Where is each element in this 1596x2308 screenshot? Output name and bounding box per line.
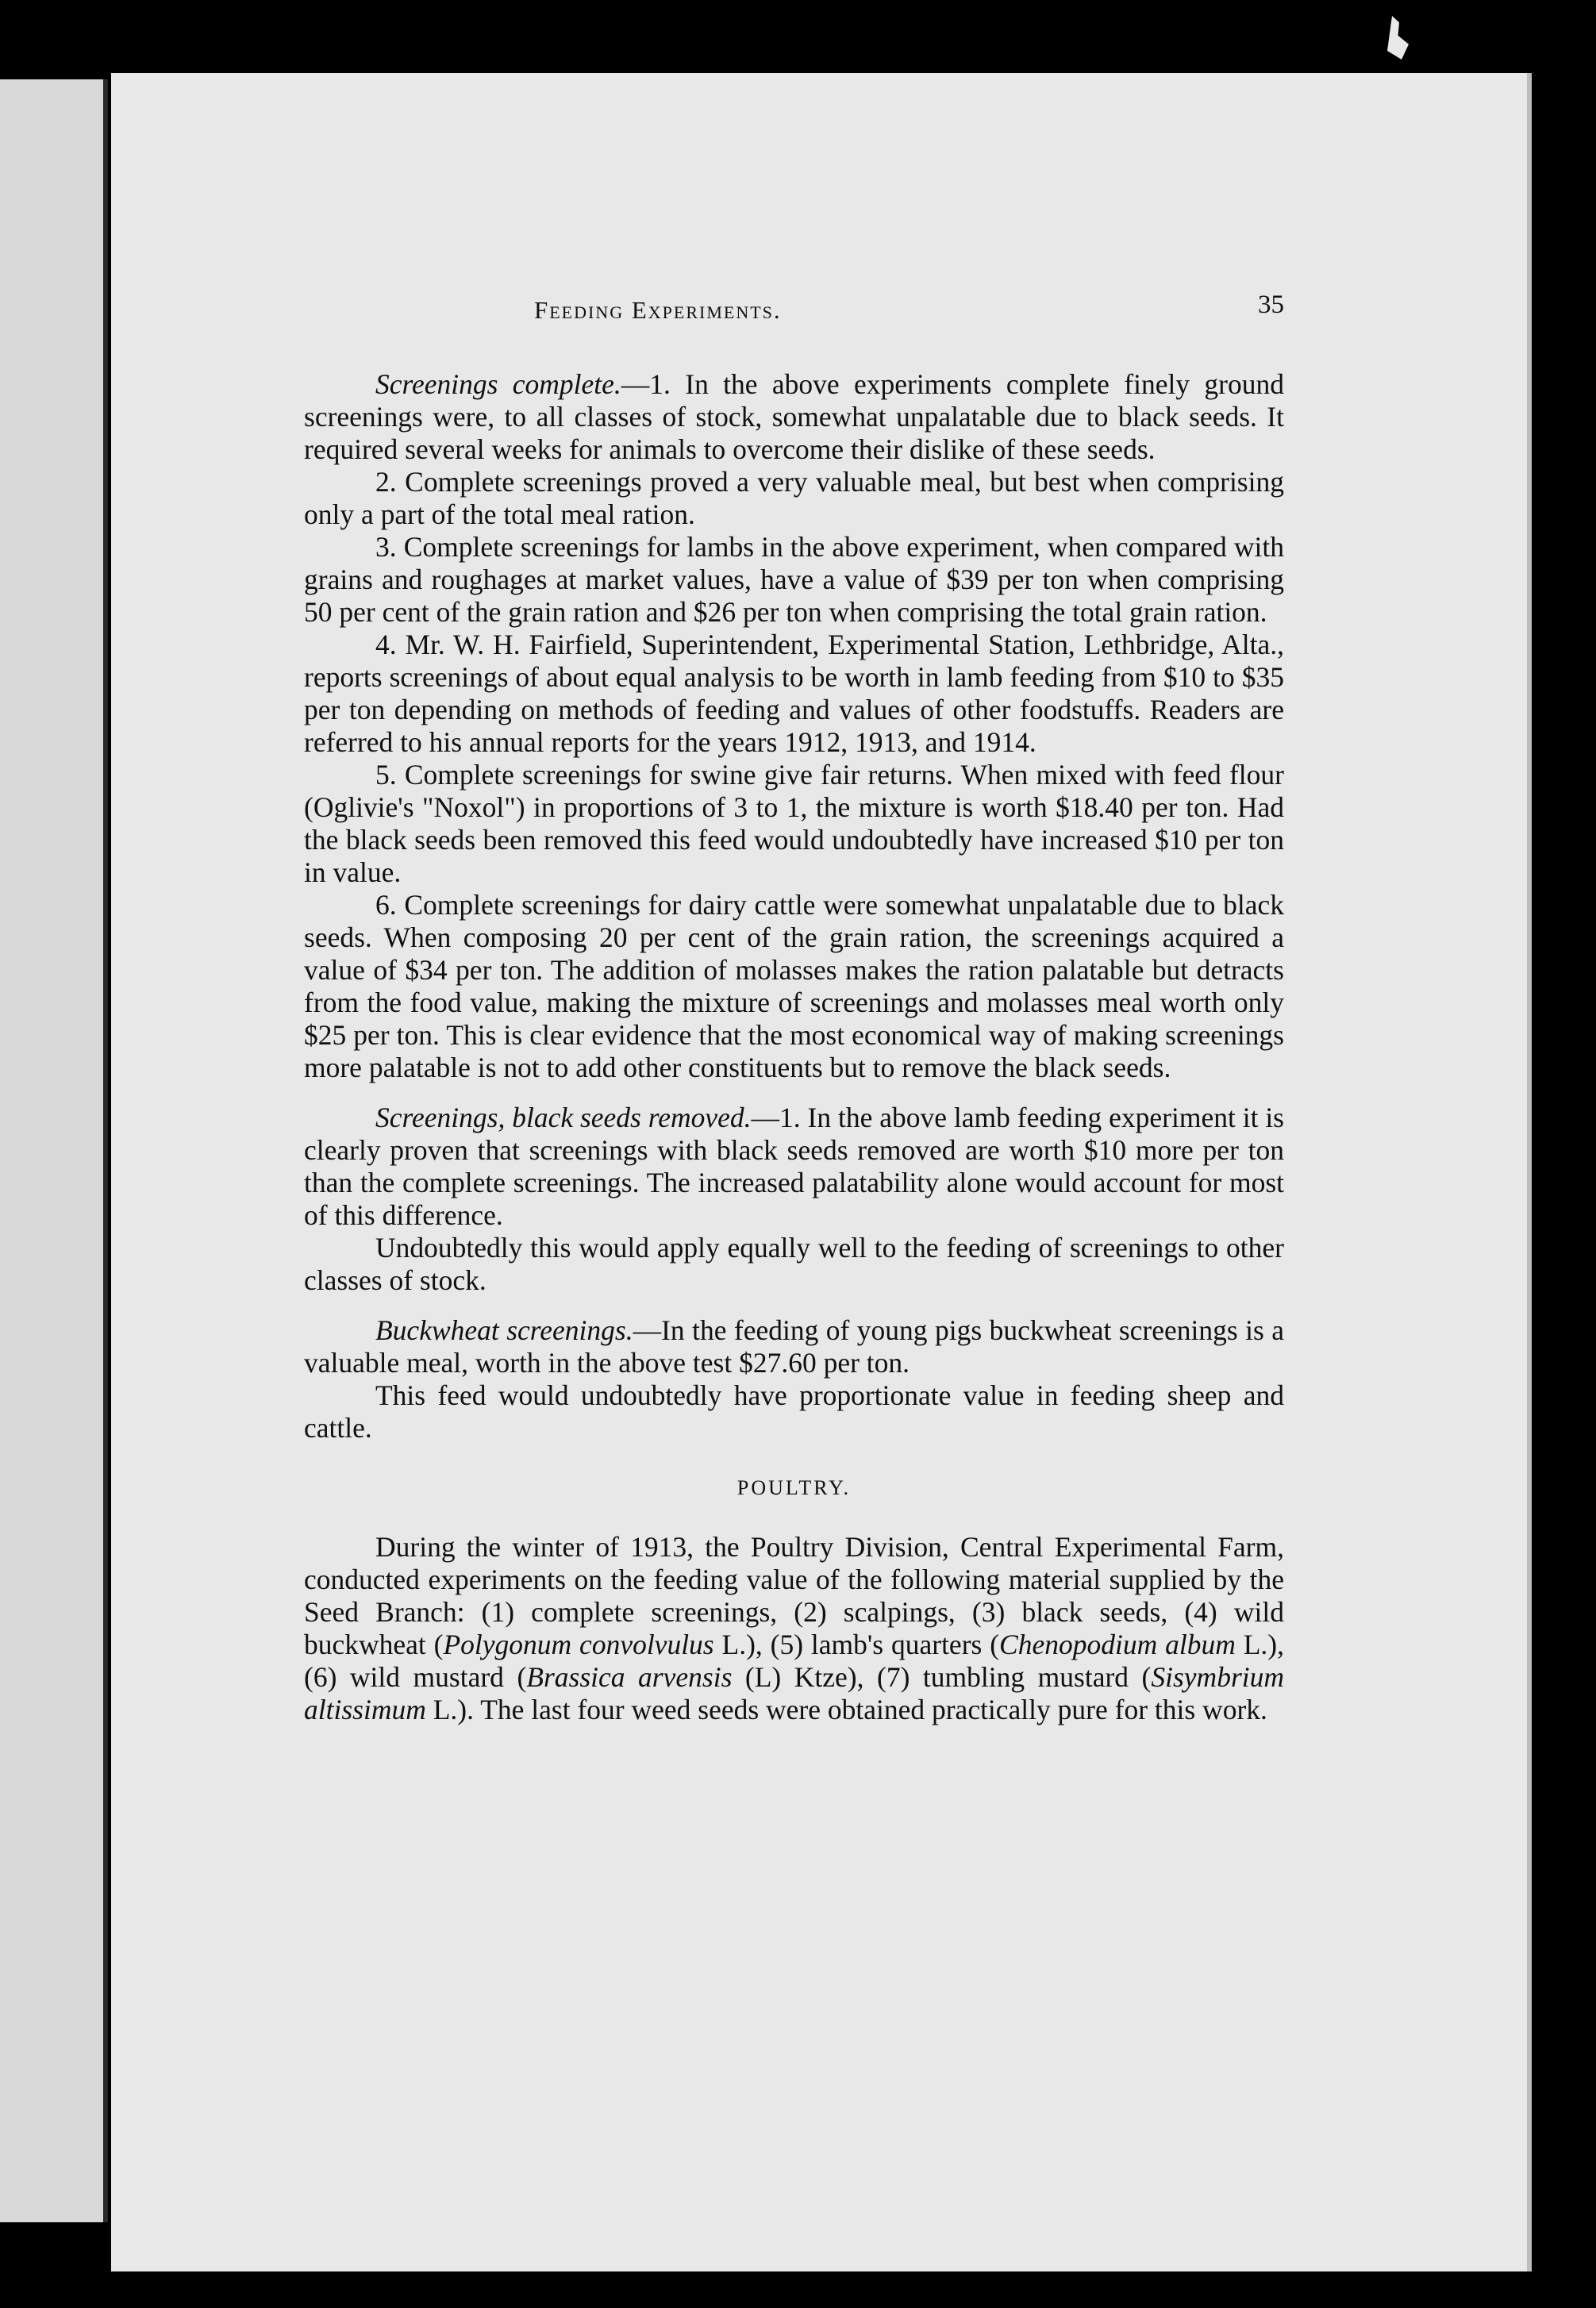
paragraph-text: 4. Mr. W. H. Fairfield, Superintendent, Experimental Station, Lethbridge, Alta., reports screenings of about equal analysis to be worth in lamb feeding from $10 to $35 per ton depending on methods of feeding and values of other foodstuffs. Readers are referred to his annual reports for the years 1912, 1913, and 1914. [304, 629, 1284, 758]
torn-corner [1385, 16, 1409, 60]
paragraph-text: 2. Complete screenings proved a very valuable meal, but best when comprising only a part of the total meal ration. [304, 466, 1284, 530]
poultry-paragraph [304, 1531, 1284, 1726]
paragraph [304, 1232, 1284, 1297]
page-number: 35 [1258, 290, 1284, 319]
species-name: Sisymbrium altissimum [304, 1661, 1285, 1725]
paragraph [304, 466, 1284, 531]
paragraph-text: Undoubtedly this would apply equally well to the feeding of screenings to other classes of stock. [304, 1232, 1284, 1296]
page-content [304, 290, 1285, 1726]
paragraph-text: 3. Complete screenings for lambs in the above experiment, when compared with grains and roughages at market values, have a value of $39 per ton when comprising 50 per cent of the grain ration and $26 per ton when comprising the total grain ration. [304, 531, 1284, 628]
paragraph-text: —In the feeding of young pigs buckwheat screenings is a valuable meal, worth in the above test $27.60 per ton. [304, 1314, 1284, 1379]
running-head: Feeding Experiments. [534, 296, 782, 324]
paragraph-text: L.). The last four weed seeds were obtained practically pure for this work. [425, 1694, 1267, 1725]
paragraph-text: 6. Complete screenings for dairy cattle were somewhat unpalatable due to black seeds. When composing 20 per cent of the grain ration, the screenings acquired a value of $34 per ton. The addition of molasses makes the ration palatable but detracts from the food value, making the mixture of screenings and molasses meal worth only $25 per ton. This is clear evidence that the most economical way of making screenings more palatable is not to add other constituents but to remove the black seeds. [304, 889, 1284, 1083]
section-heading: POULTRY. [736, 1476, 852, 1499]
paragraph-text: L.), (6) wild mustard ( [304, 1629, 1284, 1693]
paragraph-text: —1. In the above experiments complete finely ground screenings were, to all classes of stock, somewhat unpalatable due to black seeds. It required several weeks for animals to overcome their dislike of these seeds. [304, 368, 1284, 465]
paragraph-lead: Screenings, black seeds removed. [375, 1102, 752, 1133]
species-name: Brassica arvensis [526, 1661, 733, 1693]
paragraph-text: (L) Ktze), (7) tumbling mustard ( [732, 1661, 1152, 1693]
species-name: Chenopodium album [999, 1629, 1236, 1660]
paragraph [304, 629, 1284, 759]
paragraph [304, 889, 1284, 1084]
paragraph-lead: Screenings complete. [375, 368, 621, 400]
paragraph-text: L.), (5) lamb's quarters ( [713, 1629, 1000, 1660]
page-header [304, 290, 1284, 341]
facing-page-edge [0, 79, 108, 2222]
paragraph-text: 5. Complete screenings for swine give fair returns. When mixed with feed flour (Oglivie's "Noxol") in proportions of 3 to 1, the mixture is worth $18.40 per ton. Had the black seeds been removed this feed would undoubtedly have increased $10 per ton in value. [304, 759, 1284, 888]
book-page [111, 73, 1532, 2271]
paragraph-text: This feed would undoubtedly have proportionate value in feeding sheep and cattle. [304, 1379, 1284, 1444]
paragraph-text: —1. In the above lamb feeding experiment it is clearly proven that screenings with black seeds removed are worth $10 more per ton than the complete screenings. The increased palatability alone would account for most of this difference. [304, 1102, 1284, 1231]
paragraph [304, 1314, 1284, 1379]
paragraph [304, 531, 1284, 629]
paragraph [304, 368, 1284, 466]
paragraph [304, 1102, 1284, 1232]
species-name: Polygonum convolvulus [443, 1629, 714, 1660]
paragraph [304, 759, 1284, 889]
paragraph [304, 1379, 1284, 1444]
paragraph-text: During the winter of 1913, the Poultry Division, Central Experimental Farm, conducted experiments on the feeding value of the following material supplied by the Seed Branch: (1) complete screenings, (2) scalpings, (3) black seeds, (4) wild buckwheat ( [304, 1531, 1284, 1660]
paragraph-lead: Buckwheat screenings. [375, 1314, 633, 1346]
